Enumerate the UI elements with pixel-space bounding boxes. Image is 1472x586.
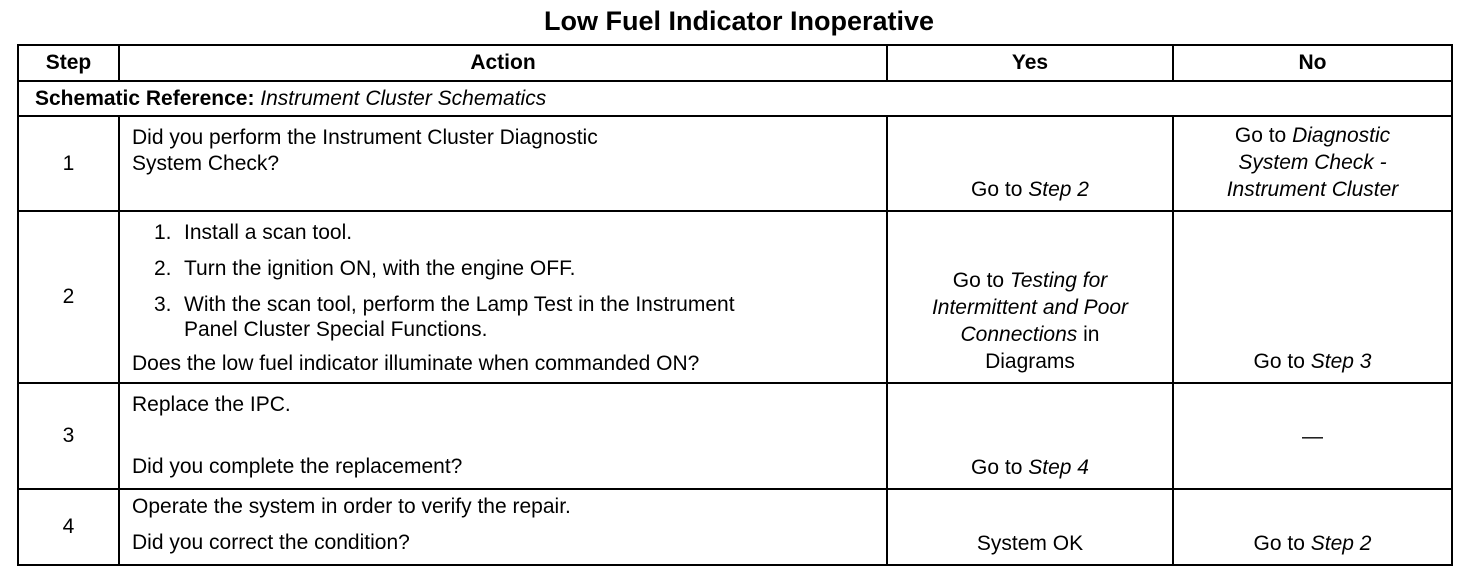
step-number: 2 [18, 211, 119, 383]
table-row [18, 489, 1452, 565]
yes-prefix: Go to [952, 269, 1005, 292]
step-number: 4 [18, 489, 119, 565]
yes-cell [887, 116, 1173, 211]
action-cell [119, 211, 887, 383]
no-cell [1173, 383, 1452, 489]
action-cell [119, 489, 887, 565]
no-link[interactable]: Instrument Cluster [1226, 178, 1399, 201]
yes-text: Diagrams [985, 350, 1075, 373]
step-number: 3 [18, 383, 119, 489]
reference-link[interactable]: Instrument Cluster Schematics [260, 86, 547, 110]
no-link[interactable]: Step 3 [1310, 350, 1372, 373]
reference-label: Schematic Reference: [35, 86, 255, 110]
table-row [18, 383, 1452, 489]
action-text: Replace the IPC. [132, 393, 291, 416]
step-number: 1 [18, 116, 119, 211]
no-link[interactable]: System Check - [1238, 151, 1387, 174]
yes-link[interactable]: Testing for [1009, 269, 1108, 292]
yes-text: System OK [976, 532, 1084, 555]
reference-row [18, 81, 1452, 116]
no-prefix: Go to [1253, 350, 1305, 373]
substep-list [132, 220, 874, 342]
no-link[interactable]: Diagnostic [1292, 124, 1391, 147]
action-text: Operate the system in order to verify the repair. [132, 495, 571, 518]
schematic-reference [18, 81, 1452, 116]
list-item: 1. Install a scan tool. [154, 221, 353, 244]
header-no: No [1173, 45, 1452, 81]
no-dash: — [1302, 424, 1323, 448]
yes-cell [887, 211, 1173, 383]
header-action: Action [119, 45, 887, 81]
yes-link[interactable]: Connections [960, 323, 1078, 346]
table-row [18, 211, 1452, 383]
page-title: Low Fuel Indicator Inoperative [543, 6, 935, 36]
yes-link[interactable]: Step 4 [1028, 456, 1089, 479]
table-row [18, 116, 1452, 211]
header-yes: Yes [887, 45, 1173, 81]
no-cell [1173, 116, 1452, 211]
header-step: Step [18, 45, 119, 81]
list-item: 3. With the scan tool, perform the Lamp Test in the Instrument Panel Cluster Special Functions. [154, 293, 735, 341]
action-text: System Check? [132, 152, 280, 175]
yes-prefix: Go to [971, 456, 1023, 479]
question-text: Does the low fuel indicator illuminate when commanded ON? [132, 352, 700, 375]
header-row [18, 45, 1452, 81]
yes-cell [887, 489, 1173, 565]
question-text: Did you correct the condition? [132, 531, 410, 554]
no-cell [1173, 489, 1452, 565]
yes-prefix: Go to [971, 178, 1023, 201]
no-prefix: Go to [1253, 532, 1305, 555]
no-prefix: Go to [1234, 124, 1287, 147]
yes-cell [887, 383, 1173, 489]
list-item: 2. Turn the ignition ON, with the engine OFF. [154, 257, 576, 280]
action-cell [119, 116, 887, 211]
action-text: Did you perform the Instrument Cluster Diagnostic [132, 126, 598, 149]
yes-suffix: in [1083, 323, 1100, 346]
no-cell [1173, 211, 1452, 383]
yes-link[interactable]: Step 2 [1028, 178, 1089, 201]
yes-link[interactable]: Intermittent and Poor [931, 296, 1129, 319]
question-text: Did you complete the replacement? [132, 455, 463, 478]
diagnostic-table [17, 44, 1453, 566]
action-cell [119, 383, 887, 489]
no-link[interactable]: Step 2 [1310, 532, 1372, 555]
